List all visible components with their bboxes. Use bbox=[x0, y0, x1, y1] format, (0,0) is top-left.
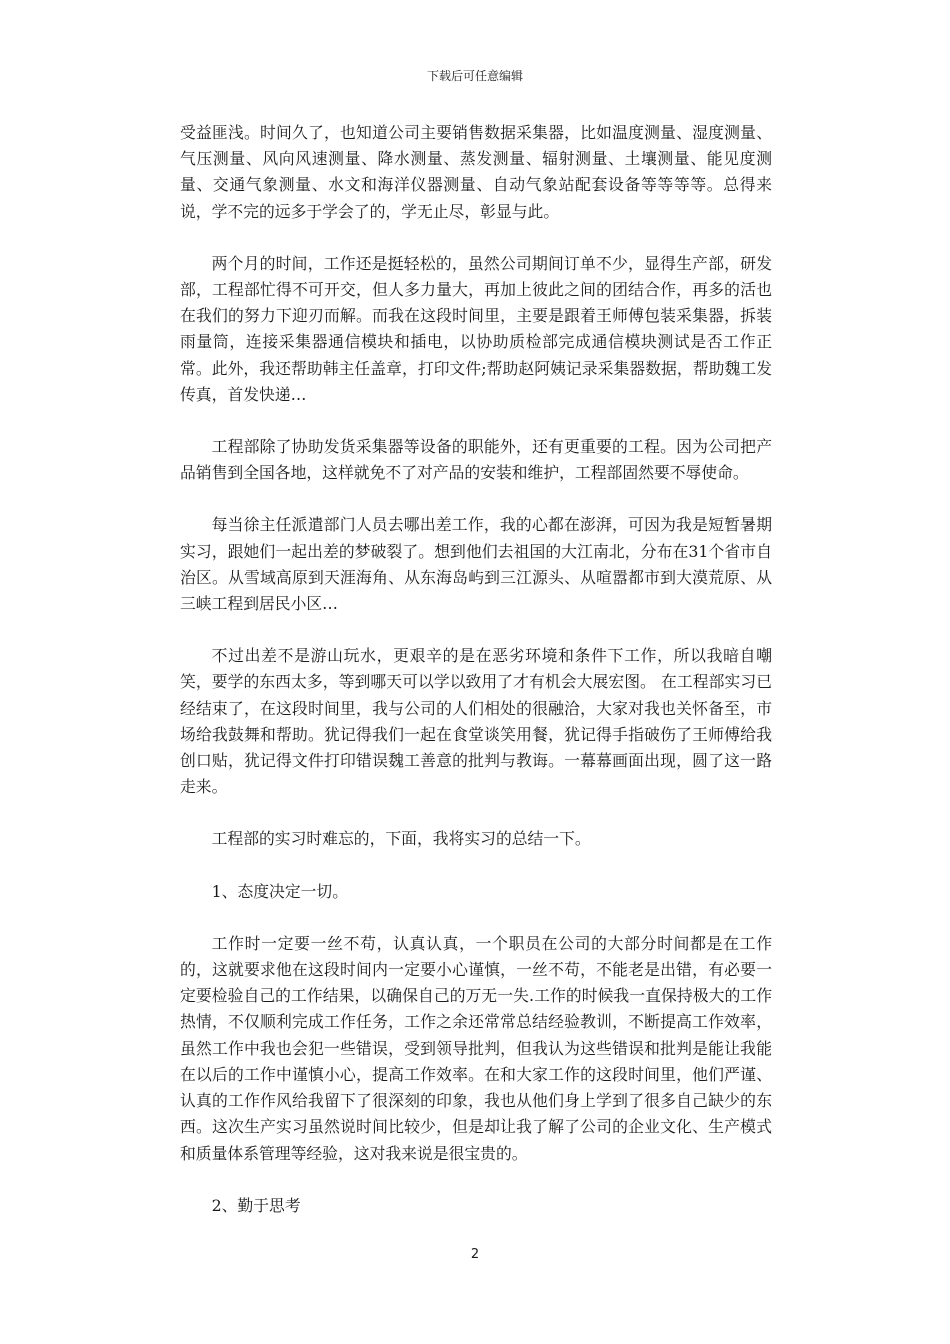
paragraph-two-months: 两个月的时间，工作还是挺轻松的，虽然公司期间订单不少，显得生产部，研发部，工程部忙得不可开交，但人多力量大，再加上彼此之间的团结合作，再多的活也在我们的努力下迎刃而解。而我在这段时间里，主要是跟着王师傅包装采集器，拆装雨量筒，连接采集器通信模块和插电，以协助质检部完成通信模块测试是否工作正常。此外，我还帮助韩主任盖章，打印文件;帮助赵阿姨记录采集器数据，帮助魏工发传真，首发快递… bbox=[180, 253, 772, 404]
paragraph-business-trips: 每当徐主任派遣部门人员去哪出差工作，我的心都在澎湃，可因为我是短暂暑期实习，跟她们一起出差的梦破裂了。想到他们去祖国的大江南北，分布在31个省市自治区。从雪域高原到天涯海角、从东海岛屿到三江源头、从喧嚣都市到大漠荒原、从三峡工程到居民小区… bbox=[180, 515, 772, 614]
page-number: 2 bbox=[470, 1247, 480, 1262]
paragraph-continuation: 受益匪浅。时间久了，也知道公司主要销售数据采集器，比如温度测量、湿度测量、气压测量、风向风速测量、降水测量、蒸发测量、辐射测量、土壤测量、能见度测量、交通气象测量、水文和海洋仪器测量、自动气象站配套设备等等等等。总得来说，学不完的远多于学会了的，学无止尽，彰显与此。 bbox=[180, 123, 772, 221]
paragraph-reflection: 不过出差不是游山玩水，更艰辛的是在恶劣环境和条件下工作，所以我暗自嘲笑，要学的东西太多，等到哪天可以学以致用了才有机会大展宏图。 在工程部实习已经结束了，在这段时间里，我与公司的人们相处的很融洽，大家对我也关怀备至，市场给我鼓舞和帮助。犹记得我们一起在食堂谈笑用餐，犹记得手指破伤了王师傅给我创口贴，犹记得文件打印错误魏工善意的批判与教诲。一幕幕画面出现，圆了这一路走来。 bbox=[180, 646, 772, 797]
paragraph-attitude: 工作时一定要一丝不苟，认真认真，一个职员在公司的大部分时间都是在工作的，这就要求他在这段时间内一定要小心谨慎，一丝不苟，不能老是出错，有必要一定要检验自己的工作结果，以确保自己的万无一失.工作的时候我一直保持极大的工作热情，不仅顺利完成工作任务，工作之余还常常总结经验教训，不断提高工作效率，虽然工作中我也会犯一些错误，受到领导批判，但我认为这些错误和批判是能让我能在以后的工作中谨慎小心，提高工作效率。在和大家工作的这段时间里，他们严谨、认真的工作作风给我留下了很深刻的印象，我也从他们身上学到了很多自己缺少的东西。这次生产实习虽然说时间比较少，但是却让我了解了公司的企业文化、生产模式和质量体系管理等经验，这对我来说是很宝贵的。 bbox=[180, 933, 772, 1163]
section-heading-thinking: 2、勤于思考 bbox=[211, 1195, 301, 1215]
document-body bbox=[180, 120, 772, 1245]
page-header: 下载后可任意编辑 bbox=[426, 69, 523, 83]
section-heading-attitude: 1、态度决定一切。 bbox=[211, 881, 349, 901]
paragraph-engineering-dept: 工程部除了协助发货采集器等设备的职能外，还有更重要的工程。因为公司把产品销售到全国各地，这样就免不了对产品的安装和维护，工程部固然要不辱使命。 bbox=[180, 437, 772, 483]
paragraph-summary-intro: 工程部的实习时难忘的，下面，我将实习的总结一下。 bbox=[211, 829, 591, 849]
